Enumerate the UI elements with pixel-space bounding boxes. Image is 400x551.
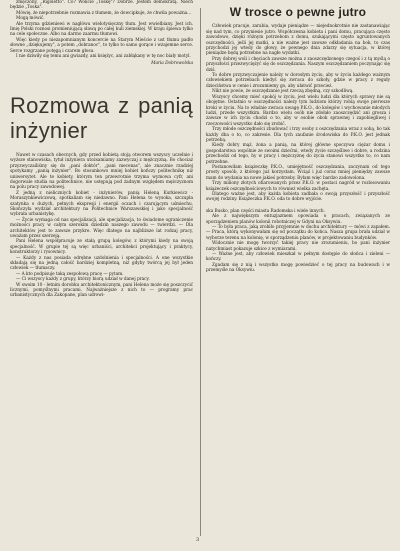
paragraph: Przy dobrej woli i chęciach zawsze można z zaoszczędzonego czegoś i z tą myślą o przyszłości przezwyciężyć się do oszczędzania. Naszym oszczędzaniem poczynając się dziś.: [206, 56, 390, 73]
paragraph: To dobre przyzwyczajenie należy w dorosłym życiu, aby w życiu każdego ważnym człowiekiem potrzebach kiedyś się zwraca do szkoły, gdzie w pracy z reguły dzieciństwa w cenie i zrozumiemy go, aby ułatwić przecież.: [206, 73, 390, 89]
paragraph: Trzy miliony złotych ofiarowanych przez P.K.O. w postaci nagród w rozlosowaniu książeczek oszczędnościowych to również wielka zachęta.: [206, 181, 390, 192]
paragraph: Z jedną z nieliczniych kobiet - inżynierów, panią Heleną Kurkiewicz - Moraszynkiewiczową, spotkaliam się niedawno. Pani Helena to wysoka, szczupła szatynka o dużych, pełnych ekspresji i energii oczach i czarującym uśmiechu. Skończyła wydział architektury na Politechnice Warszawskiej i jako specjalność wybrała urbanistykę.: [10, 190, 193, 218]
paragraph: — Ci wszyscy każdy z grupy, którzy biorą udział w danej pracy.: [16, 277, 150, 283]
paragraph: zmęczony, „Rigoletto". Co? Wolicie „Toskę"? Dobrze. Jestem demokratą. Niech będzie „Toska".: [10, 0, 193, 11]
paragraph: Człowiek pracuje, zarabia, wydaje pieniądze — niejednokrotnie nie zastanawiając się nad tym, co przyniesie jutro. Współczesna kobieta i pani domu, pracująca często zawodowo, dzięki różnym potrzebom z domu, szukającymi często ugruntowanych oszczędności, jeśli jej matki, a nie ważne jest zawsze odkładania na bok, to czas przychodzi jej wtedy do głowy, że pewnego dnia zdarzy się sytuacja, w której pieniądze będą potrzebne na nagłe wydatki.: [206, 24, 390, 57]
paragraph: Postanowiłam książeczkę P.K.O., umiejętność oszczędzania, zaczynam od tego prosty sposób, z którego już korzystam. Wciąż i już coraz mniej pieniędzy zawsze mam do wydania na nowe jakieś potrzeby. Byłam więc bardzo zadowolona.: [206, 164, 390, 181]
paragraph: Kiedy dobry mąż, żona a panią, na której główne spoczywa ciężar domu i gospodarstwa wspólnie ze swoimi dziećmi, wtedy życie szczęśliwe i dobre, a rodzina przechodzi od tego, by w pracy i mężczyznę do życia stanowi wszystko to, co nam potrzebne.: [206, 143, 390, 165]
column-divider: [200, 8, 201, 536]
paragraph: Pani Helena współpracuje ze stałą grupą kolegów, z którymi kiedy na swoją specjalność. W grupie tej są więc urbaniści, architekci projektujący i praktycy, konstruktorzy i rysownicy.: [10, 239, 193, 256]
paragraph: — Ważne jest, aby człowiek mieszkał w pełnym dostępie do słońca i zieleni — kończy.: [206, 252, 390, 263]
page-number: 3: [196, 537, 200, 543]
paragraph: — Każdy z nas posiada odrębne uzdolnienia i specjalności. A one wszystkie składają się na jedną całość bardziej kompletną, niż gdyby twórcą jej był jeden człowiek — tłumaczy.: [10, 255, 193, 272]
paragraph: Nikt nie powie, że oszczędzanie jest rzeczą zbędną, czy szkodliwą.: [212, 89, 354, 95]
article-body: [206, 24, 390, 202]
paragraph: ska Busko, plan części miasta Radomska i wiele innych.: [206, 208, 325, 214]
paragraph: Ale trzyma gdzieniewi w nagłówu wielotysięczny tłum. Jest wwielbiany. Jest ich. Imię Polski roznosi promieniującą sławą po całej kuli ziemskiej. W kraju śpiewa tylko na cele społeczne. Albo na darmo zaarmu tłumowi.: [10, 21, 193, 38]
paragraph: — To była praca, jaką zrobiło przyjemnie w duchu architektury — mówi z zapałem. — Praca, którą wykonywałam się od początku do końca. Nasza grupa brała udział w wyborze terenu na kolonię, w sporządzeniu planów, w projektowaniu budynków.: [206, 225, 390, 241]
paragraph: W swoim 10 - letnim dorobku architektonicznym, pani Helena może się poszczycić licznymi, pomyślnymi pracami. Najważniejsze z nich to — programy prac urbanistycznych dla Zakopane, plan udrowi-: [10, 282, 193, 299]
left-top-article: [10, 0, 193, 67]
paragraph: Mówię, że niepotrzebnie rozmawia z tłumem, że dowcipkuje, że chwila poważna...: [16, 10, 192, 16]
paragraph: Ale z największym entuzjazmem opowiada o pracach, związanych ze sporządzeniem planów kolonii robotniczej w Gdyni na Oksywiu.: [206, 214, 390, 225]
paragraph: — A kto podpisuje taką zespołową pracę — pytam.: [16, 271, 124, 277]
paragraph: I nie dziwiły się temu ani gwiazdy, ani księżyc, ani zabłąkany w tę noc biały motyl.: [16, 54, 191, 60]
paragraph: Widocznie nie mogę tworzyć takiej pracy nie zrozumieniu, bo pani inżynier natychmiast pokazuje szkice z wymiarami.: [206, 241, 390, 252]
article-header: W trosce o pewne jutro: [229, 5, 367, 19]
paragraph: Więc kiedy po niezapomnianym koncercie na Starym Mieście z ust tłumu padło słowne „dziękujemy", a potem „dobranoc", to tylko to samo gorące i wzajemne serce. Serce rozgrzane potęgą i czarem głosu.: [10, 37, 193, 54]
author-signature: Maria Dobrowolska: [151, 61, 193, 67]
paragraph: — Życie wymaga od nas specjalizacji, ale specjalizacja, to świadome ograniczenie możności pracy w całym szerokim dziedzin naszego zawodu — twierdzi. — Dla architektów jest to zawsze przykre. Więc dlatego na najbliższe lat rodzaj pracy, uważam przez szerzeją.: [10, 217, 193, 239]
paragraph: Trzy młode oszczędności zbudować i trzy osoby z oszczędzania wraz z sobą, bo tak każdy dba o to, co zakresie. Dla tych zaufanie środowiska do P.K.O. jest jednak potrzebą.: [206, 127, 390, 143]
article-body: [10, 153, 193, 299]
paragraph: Wszyscy chcemy mieć spokój w życiu, jest wielu ludzi dla których sprawy nie są obojętne. Ostatnio w oszczędności należy tym ludziom którzy robią swoje pierwsze kroki w życiu. Na to właśnie zwraca uwagę P.K.O., do kolegów i wychowanie młodych ludzi, przede wszystkim. Bardzo wielu osób nie zdołało zaoszczędzić ani grosza i zawsze w ich życiu chodzi o to, aby w osobie obok sprawnej i zapobiegliwej i rzeczowości wszystko dało się zrobić.: [206, 94, 390, 127]
paragraph: Mogą mówić.: [16, 16, 45, 22]
paragraph: Nawet w czasach obecnych, gdy przed kobietą stoją otworem wszyscy uczelnie i wyższe stanowiska, tytuł inżyniera utożsamiamy zazwyczaj z mężczyzną. Bo chociaż przyzwyczailiśmy się do „pani doktór", „pani mecenas", ale znacznie rzadziej spotykamy „panią inżynier". Bo stosunkowo mniej kobiet kończy politechnikę niż uniwersytet. Ale te kobiety, którym ten przewrotnie trzyma wymowa cyfr, ani dogorwale studia na politechnice, nie ustępują pod żadnym względem mężczyznom na polu pracy zawodowej.: [10, 152, 193, 191]
paragraph: Zgadam się z nią i wszystko mogę powiedzieć o tej pracy na budowach i w przemyśle na Oksywiu.: [206, 262, 390, 274]
paragraph: Dlatego ważne jest, aby każda kobieta zadbała o swoją przyszłość i przyszłość swojej rodziny. Książeczka P.K.O. oda to dobre wyjście.: [206, 192, 390, 203]
right-column: [206, 0, 390, 274]
continued-article: [206, 209, 390, 274]
article-title: Rozmowa z panią inżynier: [10, 92, 193, 143]
left-column: [10, 0, 193, 299]
